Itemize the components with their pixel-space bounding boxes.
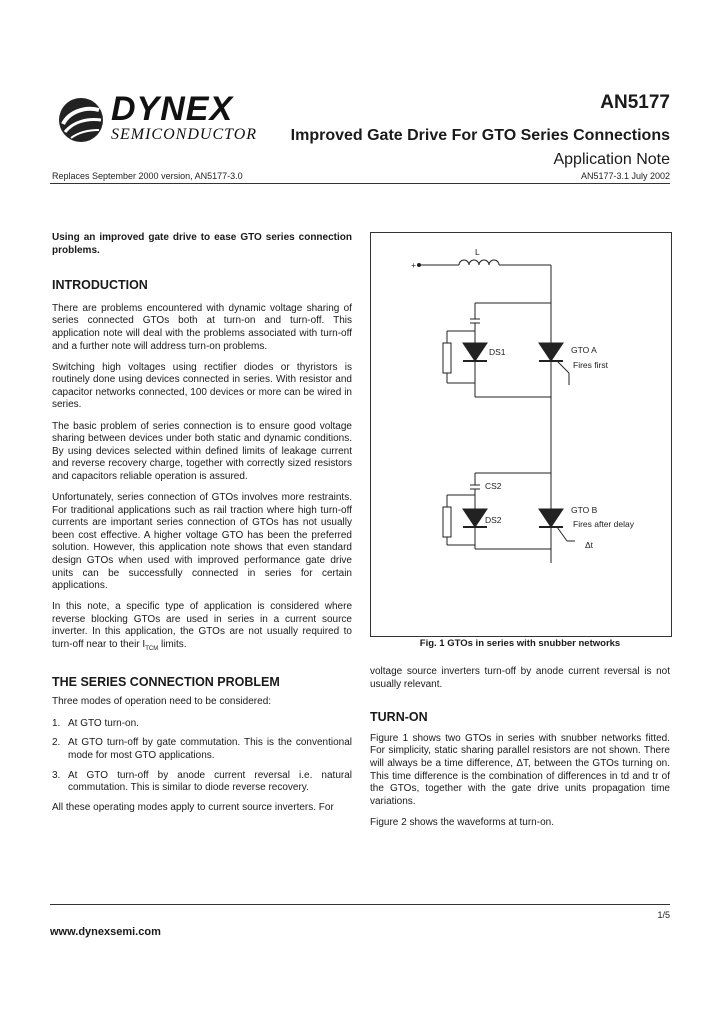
continuation-paragraph: voltage source inverters turn-off by anode current reversal is not usually relevant. — [370, 666, 670, 690]
intro-heading: INTRODUCTION — [52, 278, 148, 293]
document-number: AN5177 — [600, 92, 670, 113]
figure-caption: Fig. 1 GTOs in series with snubber networks — [419, 638, 621, 649]
label-cs2: CS2 — [485, 481, 502, 491]
label-fires-first: Fires first — [573, 360, 608, 370]
logo-subtitle: SEMICONDUCTOR — [111, 126, 258, 143]
footer-rule — [50, 904, 670, 905]
gto-a-icon — [539, 343, 563, 361]
intro-paragraph: Unfortunately, series connection of GTOs involves more restraints. For traditional applications such as rail traction where high turn-off currents are important series connection of GTOs has not usually been cost effective. A higher voltage GTO has been the preferred solution. However, this application note shows that even standard design GTOs when used with improved performance gate drive units can be successfully connected in series for certain applications. — [52, 492, 352, 592]
modes-after: All these operating modes apply to current source inverters. For — [52, 801, 334, 813]
intro-paragraph: There are problems encountered with dynamic voltage sharing of series connected GTOs both at turn-on and turn-off. This application note will deal with the problems associated with turn-off and a further note will address turn-on problems. — [52, 302, 352, 352]
footer-url: www.dynexsemi.com — [50, 926, 161, 938]
list-item — [52, 718, 352, 731]
list-text: At GTO turn-on. — [68, 717, 139, 729]
right-column — [370, 666, 670, 838]
turnon-paragraph: Figure 1 shows two GTOs in series with snubber networks fitted. For simplicity, static sharing parallel resistors are not shown. There will always be a time difference, ΔT, between the GTOs turning on. This time difference is the combination of differences in td and tr of the GTOs, together with the gate drive units propagation time variations. — [370, 732, 670, 807]
lead-paragraph: Using an improved gate drive to ease GTO series connection problems. — [52, 232, 352, 256]
itcm-tail: limits. — [158, 639, 187, 651]
label-fires-later: Fires after delay — [573, 519, 634, 529]
label-gto-b: GTO B — [571, 505, 598, 515]
intro-paragraph — [52, 601, 352, 655]
dynex-logo — [55, 90, 258, 152]
label-gto-a: GTO A — [571, 345, 597, 355]
gto-series-circuit — [371, 233, 671, 636]
itcm-text: In this note, a specific type of application is considered where reverse blocking GTOs are used in series in a current source inverter. In this application, the GTOs are not usually required to turn-off near to their I — [52, 601, 352, 651]
intro-paragraph: Switching high voltages using rectifier diodes or thyristors is routinely done using devices connected in series. With resistor and capacitor networks connected, 100 devices or more can be wired in series. — [52, 361, 352, 411]
list-text: At GTO turn-off by anode current reversal i.e. natural commutation. This is similar to diode reverse recovery. — [68, 769, 352, 794]
figure-1 — [370, 232, 672, 637]
list-text: At GTO turn-off by gate commutation. This is the conventional mode for most GTO applications. — [68, 737, 352, 761]
label-ds1: DS1 — [489, 347, 506, 357]
itcm-subscript: TCM — [145, 646, 159, 653]
logo-swirl-icon — [55, 94, 107, 146]
list-number: 1. — [52, 717, 61, 729]
label-inductor: L — [475, 247, 480, 257]
ds2-diode-icon — [463, 509, 487, 527]
turnon-heading: TURN-ON — [370, 710, 428, 725]
series-intro: Three modes of operation need to be considered: — [52, 696, 272, 708]
series-heading: THE SERIES CONNECTION PROBLEM — [52, 674, 280, 689]
document-title: Improved Gate Drive For GTO Series Connections — [290, 127, 670, 144]
logo-wordmark: DYNEX — [111, 90, 234, 128]
label-ds2: DS2 — [485, 515, 502, 525]
list-number: 2. — [52, 737, 61, 749]
page-number: 1/5 — [657, 910, 670, 920]
replaces-note: Replaces September 2000 version, AN5177-3.0 — [52, 171, 243, 181]
document-type: Application Note — [553, 151, 670, 168]
intro-paragraph: The basic problem of series connection is to ensure good voltage sharing between devices under both static and dynamic conditions. By using devices selected within defined limits of leakage current and reverse recovery charge, together with correctly sized resistors and capacitors reliable operation is assured. — [52, 420, 352, 482]
version-note: AN5177-3.1 July 2002 — [580, 171, 670, 181]
label-plus: + — [411, 260, 416, 270]
gto-b-icon — [539, 509, 563, 527]
list-item — [52, 737, 352, 762]
left-column — [52, 232, 352, 823]
turnon-paragraph: Figure 2 shows the waveforms at turn-on. — [370, 816, 554, 828]
list-number: 3. — [52, 769, 61, 781]
label-delta-t: Δt — [585, 540, 594, 550]
header-rule — [50, 183, 670, 184]
list-item — [52, 770, 352, 795]
ds1-diode-icon — [463, 343, 487, 361]
